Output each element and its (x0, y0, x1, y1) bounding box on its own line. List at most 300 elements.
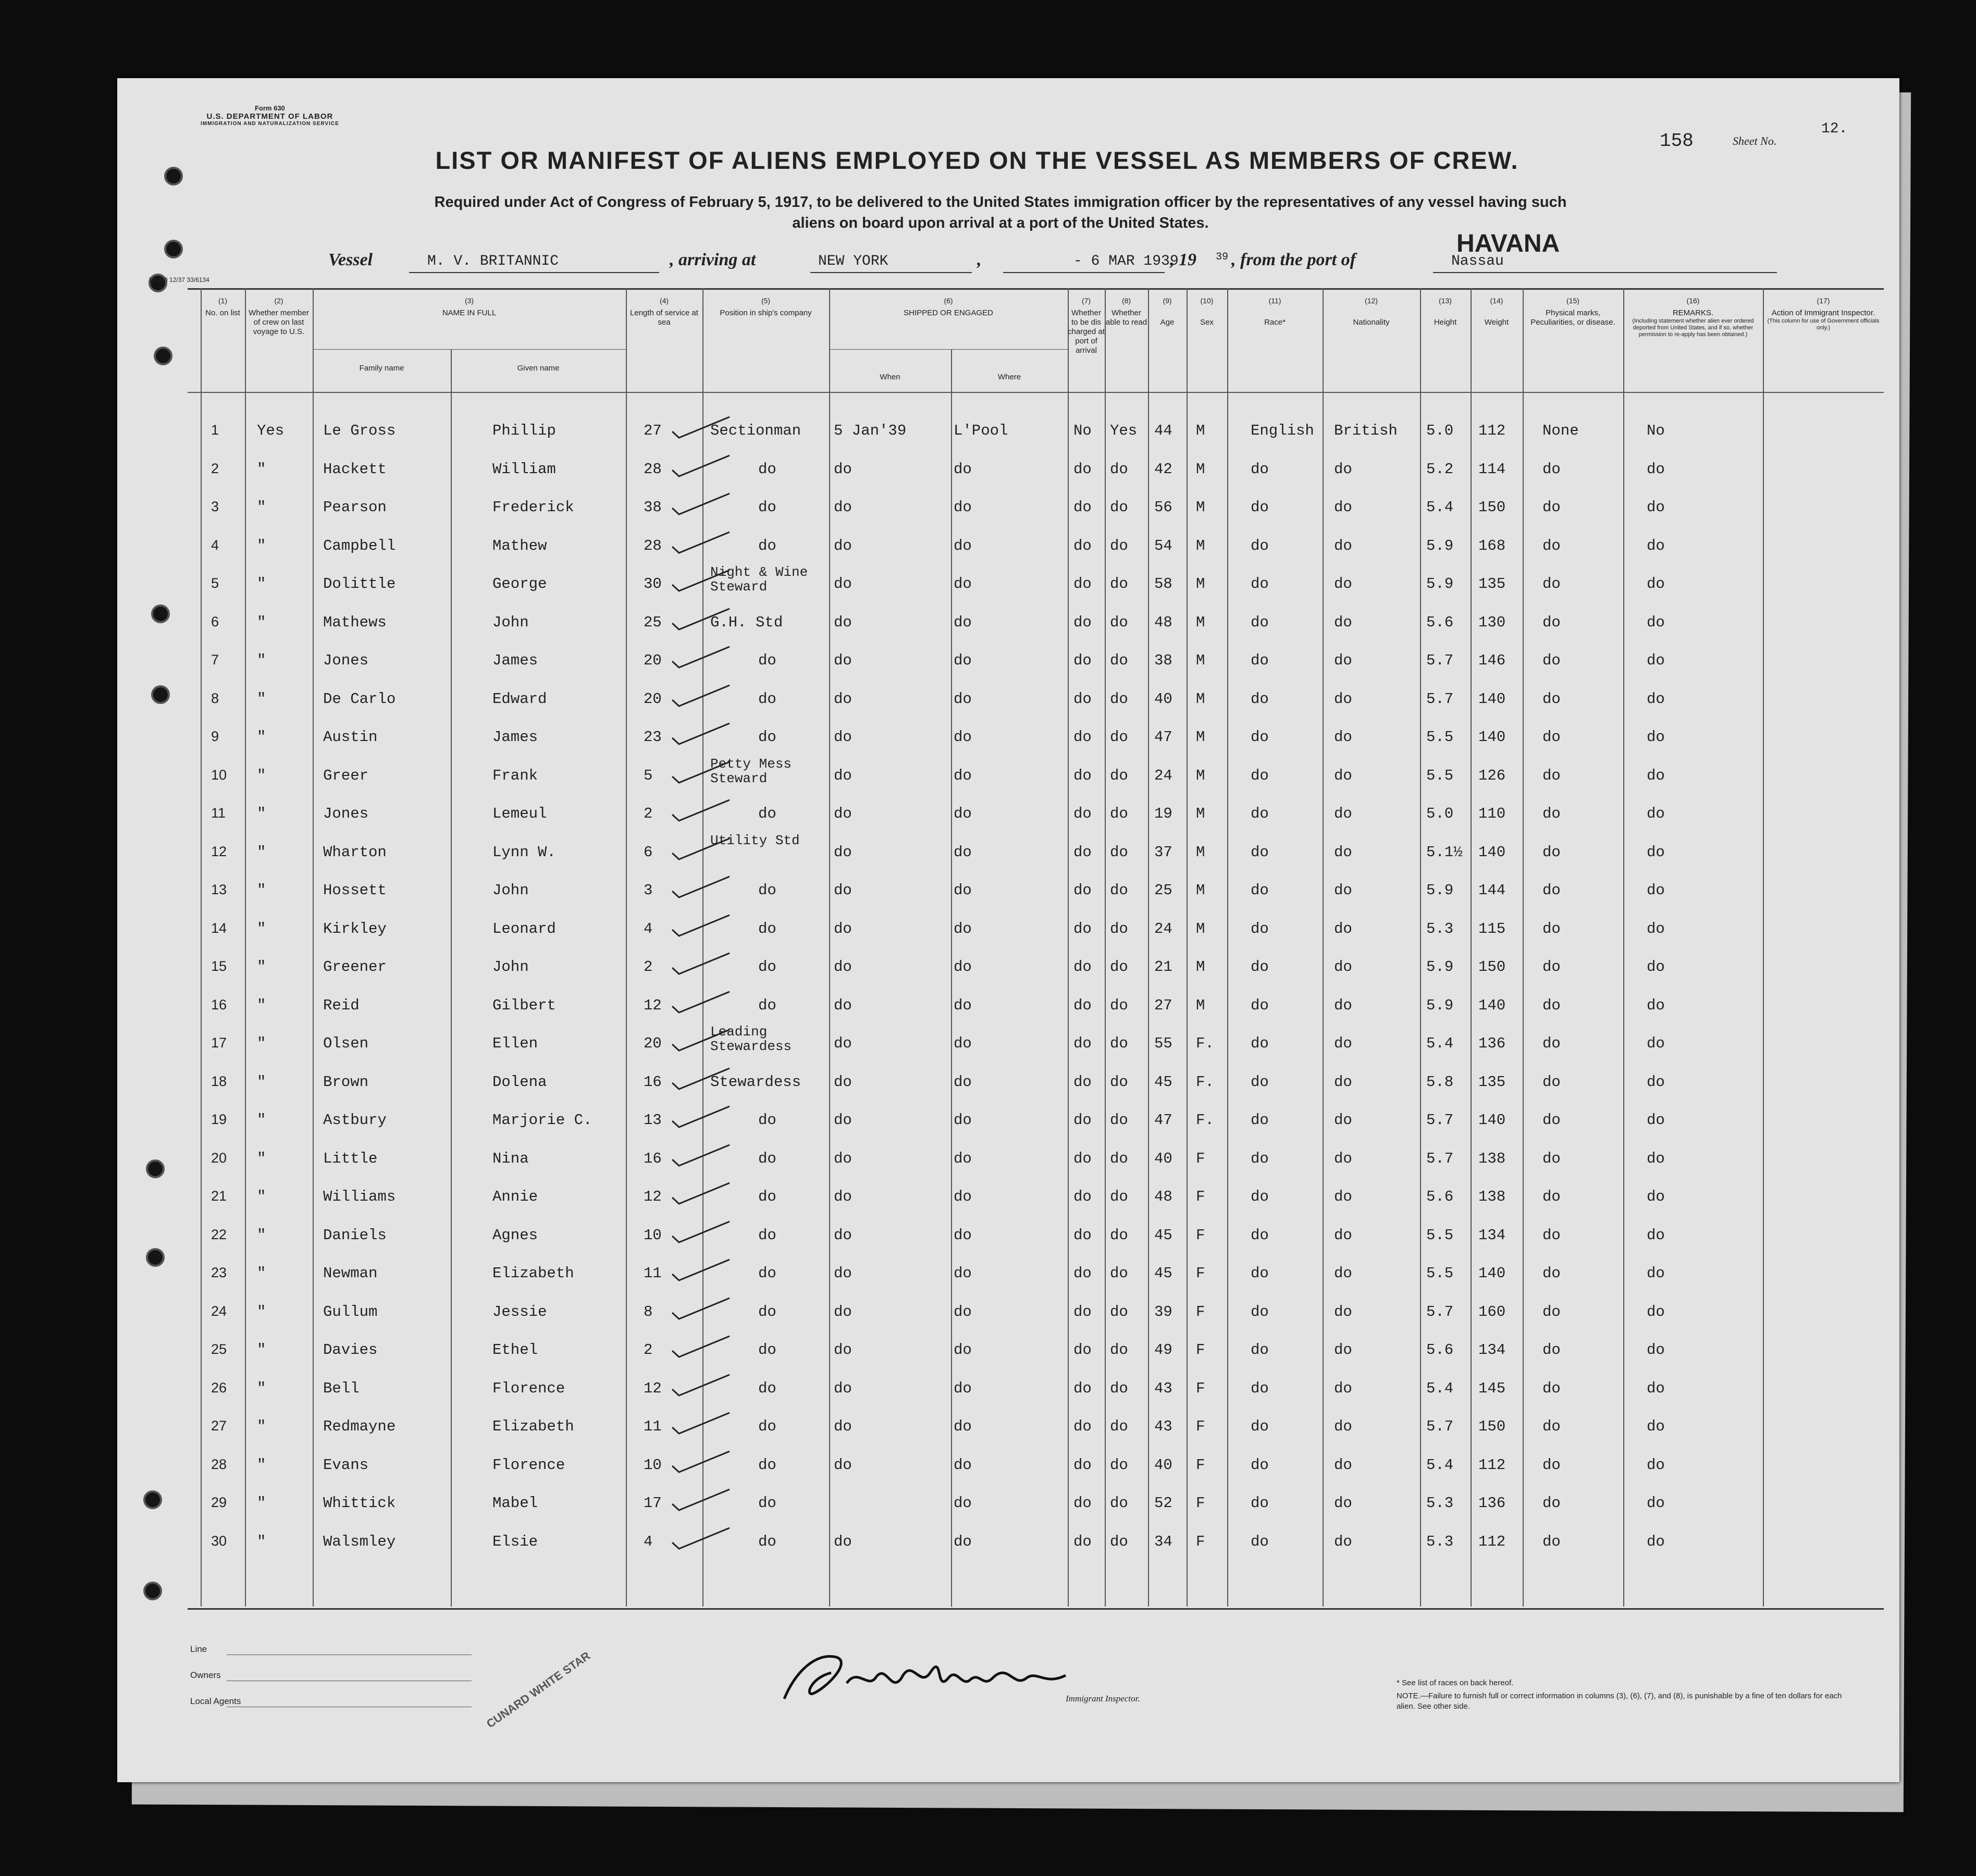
cell-remarks: do (1647, 575, 1665, 593)
cell-height: 5.7 (1426, 652, 1454, 669)
form-number: Form 630 (254, 104, 285, 112)
check-mark-icon (670, 531, 732, 557)
cell-nat: do (1334, 920, 1352, 937)
check-mark-icon (670, 1297, 732, 1323)
check-mark-icon (670, 1105, 732, 1131)
cell-disch: do (1073, 1112, 1092, 1129)
cell-marks: do (1542, 1456, 1561, 1474)
cell-age: 45 (1154, 1073, 1172, 1091)
sheet-number: 12. (1821, 121, 1848, 137)
cell-where: do (954, 1418, 972, 1435)
cell-race: do (1251, 1533, 1269, 1550)
cell-read: do (1110, 1035, 1128, 1052)
cell-when: do (834, 1303, 852, 1320)
cell-given: Elizabeth (492, 1265, 574, 1282)
cell-nat: do (1334, 805, 1352, 822)
cell-age: 40 (1154, 690, 1172, 708)
cell-sex: M (1196, 882, 1205, 899)
binder-hole (151, 604, 170, 623)
check-mark-icon (670, 875, 732, 902)
cell-sex: M (1196, 575, 1205, 593)
cell-no: 7 (211, 652, 219, 668)
cell-disch: do (1073, 1533, 1092, 1550)
header-weight: (14) Weight (1484, 297, 1509, 327)
cell-marks: do (1542, 1495, 1561, 1512)
cell-service: 8 (644, 1303, 653, 1320)
cell-race: do (1251, 1456, 1269, 1474)
cell-given: Florence (492, 1379, 565, 1397)
cell-prev: " (257, 1150, 266, 1167)
cell-no: 4 (211, 537, 219, 553)
cell-height: 5.4 (1426, 1379, 1454, 1397)
cell-nat: do (1334, 1495, 1352, 1512)
cell-family: Redmayne (323, 1418, 396, 1435)
cell-when: do (834, 690, 852, 708)
cell-disch: do (1073, 537, 1092, 554)
cell-where: do (954, 1265, 972, 1282)
cell-given: Jessie (492, 1303, 547, 1320)
cell-no: 29 (211, 1495, 227, 1510)
cell-nat: do (1334, 613, 1352, 631)
check-mark-icon (670, 1450, 732, 1476)
cell-when: do (834, 652, 852, 669)
cell-position: do (758, 729, 776, 746)
cell-height: 5.4 (1426, 499, 1454, 516)
cell-family: Kirkley (323, 920, 387, 937)
agents-label: Local Agents (190, 1696, 241, 1706)
cell-sex: F (1196, 1379, 1205, 1397)
cell-race: do (1251, 460, 1269, 478)
cell-where: do (954, 1303, 972, 1320)
cell-service: 13 (644, 1112, 662, 1129)
cell-age: 47 (1154, 729, 1172, 746)
cell-where: do (954, 729, 972, 746)
check-mark-icon (670, 1374, 732, 1400)
cell-weight: 112 (1478, 422, 1506, 439)
cell-service: 2 (644, 1341, 653, 1359)
cell-weight: 136 (1478, 1035, 1506, 1052)
cell-service: 2 (644, 805, 653, 822)
cell-no: 27 (211, 1418, 227, 1434)
cell-height: 5.7 (1426, 1303, 1454, 1320)
cell-disch: do (1073, 1456, 1092, 1474)
cell-height: 5.9 (1426, 575, 1454, 593)
header-nationality: (12) Nationality (1353, 297, 1390, 327)
cell-marks: do (1542, 958, 1561, 976)
cell-read: do (1110, 767, 1128, 784)
cell-prev: " (257, 1112, 266, 1129)
cell-when: do (834, 537, 852, 554)
check-mark-icon (670, 1335, 732, 1361)
cell-nat: do (1334, 1533, 1352, 1550)
cell-where: do (954, 537, 972, 554)
arriving-port: NEW YORK (818, 253, 888, 269)
cell-read: do (1110, 1495, 1128, 1512)
cell-weight: 110 (1478, 805, 1506, 822)
cell-service: 20 (644, 690, 662, 708)
cell-race: do (1251, 920, 1269, 937)
cell-prev: " (257, 1341, 266, 1359)
cell-age: 40 (1154, 1456, 1172, 1474)
cell-remarks: do (1647, 805, 1665, 822)
cell-race: do (1251, 1495, 1269, 1512)
cell-service: 28 (644, 537, 662, 554)
cell-given: Agnes (492, 1226, 538, 1244)
check-mark-icon (670, 761, 732, 787)
cell-age: 39 (1154, 1303, 1172, 1320)
cell-service: 23 (644, 729, 662, 746)
department: U.S. DEPARTMENT OF LABOR (206, 112, 334, 121)
cell-service: 3 (644, 882, 653, 899)
cell-service: 12 (644, 1379, 662, 1397)
cell-when: do (834, 1035, 852, 1052)
cell-prev: " (257, 499, 266, 516)
cell-position: do (758, 652, 776, 669)
cell-no: 30 (211, 1533, 227, 1549)
cell-prev: " (257, 1188, 266, 1205)
cell-sex: F (1196, 1188, 1205, 1205)
check-mark-icon (670, 1220, 732, 1246)
cell-sex: F (1196, 1150, 1205, 1167)
cell-position: do (758, 1533, 776, 1550)
cell-service: 17 (644, 1495, 662, 1512)
cell-sex: F. (1196, 1112, 1214, 1129)
cell-nat: do (1334, 1226, 1352, 1244)
cell-no: 26 (211, 1379, 227, 1396)
cell-given: Florence (492, 1456, 565, 1474)
subtitle (310, 192, 1691, 233)
header-family-name: Family name (359, 364, 404, 373)
cell-remarks: do (1647, 882, 1665, 899)
cell-where: do (954, 652, 972, 669)
cell-remarks: do (1647, 920, 1665, 937)
cell-race: do (1251, 958, 1269, 976)
cell-no: 6 (211, 613, 219, 630)
cell-when: do (834, 805, 852, 822)
header-where: Where (997, 373, 1021, 381)
cell-age: 21 (1154, 958, 1172, 976)
cell-position: do (758, 1456, 776, 1474)
cell-when: do (834, 958, 852, 976)
cell-remarks: do (1647, 1341, 1665, 1359)
cell-read: do (1110, 1379, 1128, 1397)
cell-given: Dolena (492, 1073, 547, 1091)
header-service: (4) Length of service at sea (630, 297, 698, 327)
cell-prev: " (257, 958, 266, 976)
cell-read: do (1110, 690, 1128, 708)
cell-when: do (834, 882, 852, 899)
cell-position: do (758, 690, 776, 708)
cell-sex: M (1196, 690, 1205, 708)
cell-where: do (954, 843, 972, 861)
cell-sex: M (1196, 652, 1205, 669)
cell-marks: do (1542, 1379, 1561, 1397)
cell-read: Yes (1110, 422, 1138, 439)
cell-service: 5 (644, 767, 653, 784)
cell-service: 11 (644, 1265, 662, 1282)
cell-nat: do (1334, 729, 1352, 746)
check-mark-icon (670, 991, 732, 1017)
cell-family: Daniels (323, 1226, 387, 1244)
cell-age: 43 (1154, 1418, 1172, 1435)
cell-no: 17 (211, 1035, 227, 1051)
cell-position: do (758, 537, 776, 554)
cell-marks: do (1542, 996, 1561, 1014)
races-note: * See list of races on back hereof. (1397, 1678, 1514, 1687)
cell-disch: do (1073, 882, 1092, 899)
cell-marks: do (1542, 767, 1561, 784)
cell-prev: " (257, 1035, 266, 1052)
cell-read: do (1110, 1341, 1128, 1359)
cell-marks: do (1542, 1418, 1561, 1435)
cell-race: do (1251, 767, 1269, 784)
check-mark-icon (670, 1029, 732, 1055)
year-label: , 19 (1170, 250, 1196, 269)
cell-weight: 138 (1478, 1150, 1506, 1167)
header-name: (3) NAME IN FULL (442, 297, 497, 317)
cell-position: do (758, 1341, 776, 1359)
cell-marks: do (1542, 1533, 1561, 1550)
cell-when: do (834, 575, 852, 593)
year-value: 39 (1216, 251, 1229, 263)
cell-nat: do (1334, 1418, 1352, 1435)
cell-remarks: do (1647, 460, 1665, 478)
cell-age: 24 (1154, 767, 1172, 784)
check-mark-icon (670, 1412, 732, 1438)
cell-given: John (492, 882, 529, 899)
cell-weight: 114 (1478, 460, 1506, 478)
cell-sex: F. (1196, 1035, 1214, 1052)
cell-race: do (1251, 843, 1269, 861)
cell-read: do (1110, 920, 1128, 937)
cell-given: Gilbert (492, 996, 556, 1014)
print-code: 10 000 12/37 33/6134 (149, 276, 209, 283)
cell-position: Petty Mess Steward (710, 756, 792, 786)
cell-marks: do (1542, 575, 1561, 593)
cell-remarks: do (1647, 1456, 1665, 1474)
cell-no: 9 (211, 729, 219, 744)
cell-remarks: do (1647, 1188, 1665, 1205)
cell-weight: 135 (1478, 575, 1506, 593)
cell-sex: M (1196, 613, 1205, 631)
cell-disch: do (1073, 1341, 1092, 1359)
header-no: (1) No. on list (205, 297, 240, 317)
cell-position: do (758, 499, 776, 516)
cell-remarks: do (1647, 1112, 1665, 1129)
cell-nat: do (1334, 1188, 1352, 1205)
cell-read: do (1110, 652, 1128, 669)
cell-height: 5.3 (1426, 1495, 1454, 1512)
binder-hole (143, 1490, 162, 1509)
cell-race: do (1251, 805, 1269, 822)
cell-service: 4 (644, 1533, 653, 1550)
cell-marks: None (1542, 422, 1579, 439)
cell-position: Utility Std (710, 832, 800, 848)
header-physical-marks: (15) Physical marks, Peculiarities, or disease. (1530, 297, 1615, 327)
cell-prev: " (257, 805, 266, 822)
cell-race: do (1251, 1035, 1269, 1052)
cell-age: 56 (1154, 499, 1172, 516)
cell-weight: 150 (1478, 1418, 1506, 1435)
cell-when: do (834, 996, 852, 1014)
cell-remarks: do (1647, 996, 1665, 1014)
cell-nat: do (1334, 996, 1352, 1014)
cell-age: 27 (1154, 996, 1172, 1014)
cell-where: do (954, 996, 972, 1014)
cell-no: 2 (211, 460, 219, 476)
cell-position: do (758, 1226, 776, 1244)
check-mark-icon (670, 952, 732, 978)
cell-when: do (834, 1418, 852, 1435)
cunard-stamp: CUNARD WHITE STAR (484, 1649, 593, 1731)
cell-no: 18 (211, 1073, 227, 1089)
cell-height: 5.3 (1426, 920, 1454, 937)
cell-weight: 150 (1478, 958, 1506, 976)
check-mark-icon (670, 416, 732, 442)
cell-service: 12 (644, 1188, 662, 1205)
cell-read: do (1110, 805, 1128, 822)
cell-prev: " (257, 1456, 266, 1474)
cell-remarks: do (1647, 1035, 1665, 1052)
cell-marks: do (1542, 1188, 1561, 1205)
cell-where: L'Pool (954, 422, 1008, 439)
cell-family: Davies (323, 1341, 378, 1359)
cell-sex: F (1196, 1533, 1205, 1550)
cell-read: do (1110, 729, 1128, 746)
cell-race: do (1251, 1303, 1269, 1320)
cell-family: Evans (323, 1456, 369, 1474)
cell-disch: do (1073, 1303, 1092, 1320)
cell-nat: do (1334, 843, 1352, 861)
cell-family: Little (323, 1150, 378, 1167)
cell-height: 5.4 (1426, 1035, 1454, 1052)
cell-no: 8 (211, 690, 219, 706)
cell-nat: do (1334, 1112, 1352, 1129)
cell-when: do (834, 1226, 852, 1244)
cell-race: do (1251, 652, 1269, 669)
cell-sex: F (1196, 1341, 1205, 1359)
cell-position: do (758, 460, 776, 478)
cell-nat: do (1334, 958, 1352, 976)
check-mark-icon (670, 1258, 732, 1285)
cell-remarks: do (1647, 1418, 1665, 1435)
cell-service: 10 (644, 1226, 662, 1244)
check-mark-icon (670, 837, 732, 863)
cell-race: do (1251, 575, 1269, 593)
check-mark-icon (670, 608, 732, 634)
cell-service: 10 (644, 1456, 662, 1474)
cell-nat: do (1334, 1341, 1352, 1359)
cell-prev: " (257, 1303, 266, 1320)
cell-family: Wharton (323, 843, 387, 861)
cell-read: do (1110, 575, 1128, 593)
cell-weight: 150 (1478, 499, 1506, 516)
cell-sex: F (1196, 1495, 1205, 1512)
cell-prev: " (257, 767, 266, 784)
cell-height: 5.2 (1426, 460, 1454, 478)
cell-no: 24 (211, 1303, 227, 1319)
cell-height: 5.7 (1426, 1112, 1454, 1129)
cell-prev: " (257, 575, 266, 593)
vessel-line: Vessel M. V. BRITANNIC , arriving at NEW YORK , - 6 MAR 1939 , 19 39 , from the port of Nassau (328, 250, 1504, 269)
cell-given: William (492, 460, 556, 478)
cell-when: do (834, 767, 852, 784)
cell-age: 40 (1154, 1150, 1172, 1167)
header-previous-voyage: (2) Whether member of crew on last voyage to U.S. (249, 297, 309, 336)
cell-marks: do (1542, 690, 1561, 708)
cell-height: 5.9 (1426, 537, 1454, 554)
manifest-table (188, 288, 1884, 1610)
arriving-label: , arriving at (670, 250, 756, 269)
cell-where: do (954, 958, 972, 976)
cell-position: Leading Stewardess (710, 1024, 792, 1054)
cell-family: Whittick (323, 1495, 396, 1512)
cell-position: do (758, 1495, 776, 1512)
cell-when: do (834, 1341, 852, 1359)
cell-race: do (1251, 1226, 1269, 1244)
cell-read: do (1110, 499, 1128, 516)
cell-no: 11 (211, 805, 226, 821)
cell-family: Campbell (323, 537, 396, 554)
cell-weight: 112 (1478, 1456, 1506, 1474)
cell-when: do (834, 843, 852, 861)
from-port: Nassau (1451, 253, 1504, 269)
cell-disch: do (1073, 1188, 1092, 1205)
cell-no: 25 (211, 1341, 227, 1357)
cell-read: do (1110, 996, 1128, 1014)
cell-weight: 140 (1478, 690, 1506, 708)
cell-sex: F (1196, 1226, 1205, 1244)
cell-position: do (758, 1303, 776, 1320)
cell-read: do (1110, 1303, 1128, 1320)
cell-position: Night & Wine Steward (710, 564, 808, 595)
cell-disch: do (1073, 1495, 1092, 1512)
check-mark-icon (670, 1182, 732, 1208)
cell-read: do (1110, 1533, 1128, 1550)
cell-when: do (834, 1188, 852, 1205)
cell-race: do (1251, 729, 1269, 746)
cell-no: 3 (211, 499, 219, 514)
cell-service: 38 (644, 499, 662, 516)
cell-service: 27 (644, 422, 662, 439)
cell-marks: do (1542, 729, 1561, 746)
cell-no: 16 (211, 996, 227, 1013)
cell-where: do (954, 882, 972, 899)
cell-where: do (954, 1073, 972, 1091)
cell-prev: " (257, 843, 266, 861)
header-race: (11) Race* (1264, 297, 1286, 327)
cell-no: 22 (211, 1226, 227, 1242)
cell-prev: " (257, 1495, 266, 1512)
cell-age: 45 (1154, 1226, 1172, 1244)
binder-hole (143, 1582, 162, 1600)
cell-disch: do (1073, 460, 1092, 478)
cell-height: 5.8 (1426, 1073, 1454, 1091)
cell-where: do (954, 690, 972, 708)
cell-weight: 135 (1478, 1073, 1506, 1091)
cell-marks: do (1542, 537, 1561, 554)
cell-read: do (1110, 1418, 1128, 1435)
cell-remarks: do (1647, 958, 1665, 976)
cell-disch: do (1073, 1035, 1092, 1052)
owners-label: Owners (190, 1670, 221, 1680)
cell-when: do (834, 613, 852, 631)
header-age: (9) Age (1160, 297, 1175, 327)
cell-sex: M (1196, 920, 1205, 937)
cell-height: 5.7 (1426, 1418, 1454, 1435)
cell-height: 5.5 (1426, 767, 1454, 784)
cell-disch: do (1073, 1150, 1092, 1167)
